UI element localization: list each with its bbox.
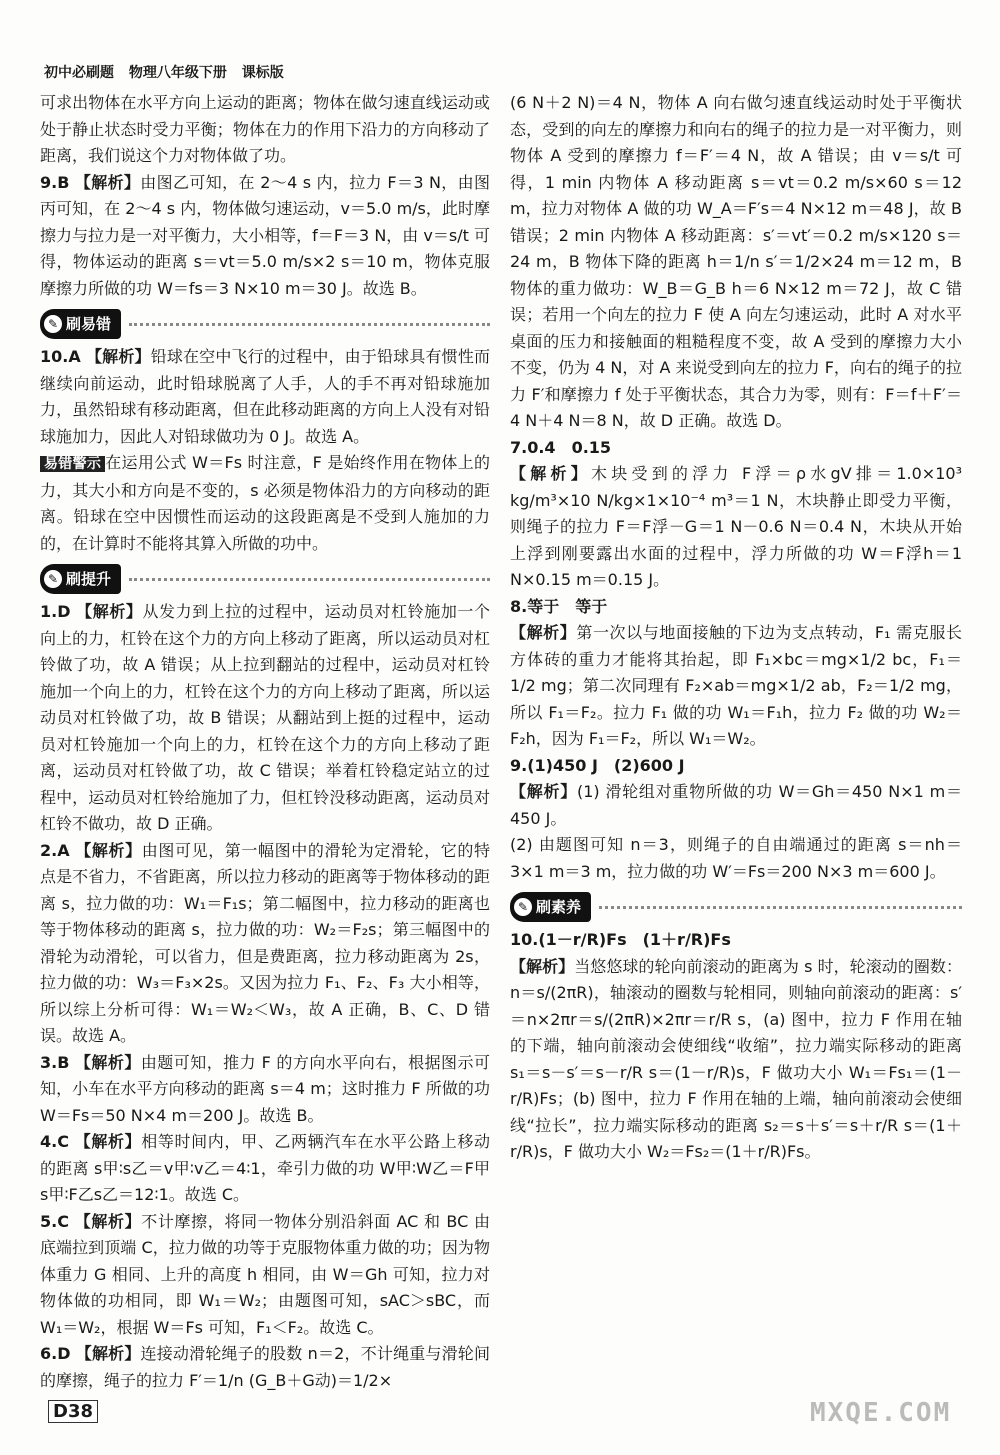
pencil-icon: ✎ [44, 315, 62, 333]
answer-2 [40, 838, 490, 1050]
answer-value: 等于 等于 [527, 596, 608, 616]
right-column [510, 90, 962, 1166]
analysis-tag: 【解析】 [86, 347, 151, 366]
section-label: 刷易错 [66, 314, 112, 333]
section-label: 刷提升 [66, 569, 112, 588]
section-header-literacy [510, 893, 962, 921]
answer-text: 由题可知，推力 F 的方向水平向右，根据图示可知，小车在水平方向移动的距离 s＝4 m；这时推力 F 所做的功 W＝Fs＝50 N×4 m＝200 J。故选 B。 [40, 1052, 490, 1125]
pencil-icon: ✎ [514, 898, 532, 916]
analysis-tag: 【解析】 [75, 1344, 141, 1363]
dotted-divider [129, 578, 490, 581]
dotted-divider [129, 323, 490, 326]
answer-3 [40, 1050, 490, 1130]
answer-text: 木块受到的浮力 F浮＝ρ水gV排＝1.0×10³ kg/m³×10 N/kg×1×10⁻⁴ m³＝1 N，木块静止即受力平衡，则绳子的拉力 F＝F浮－G＝1 N－0.6 N＝0.4 N，木块从开始上浮到刚要露出水面的过程中，浮力所做的功 W＝F浮h＝1 N×0.15 m＝0.15 J。 [510, 464, 962, 589]
intro-paragraph: 可求出物体在水平方向上运动的距离；物体在做匀速直线运动或处于静止状态时受力平衡；物体在力的作用下沿力的方向移动了距离，我们说这个力对物体做了功。 [40, 93, 490, 165]
answer-value: (1－r/R)Fs (1＋r/R)Fs [538, 930, 731, 949]
answer-6-continued: (6 N＋2 N)＝4 N，物体 A 向右做匀速直线运动时处于平衡状态，受到的向左的摩擦力和向右的绳子的拉力是一对平衡力，则物体 A 受到的摩擦力 f＝F′＝4 N，故 A 错误；由 v＝s/t 可得，1 min 内物体 A 移动距离 s＝vt＝0.2 m/s×60 s＝12 m，拉力对物体 A 做的功 W_A＝F′s＝4 N×12 m＝48 J，故 B 错误；2 min 内物体 A 移动距离：s′＝vt′＝0.2 m/s×120 s＝24 m，B 物体下降的距离 h＝1/n s′＝1/2×24 m＝12 m，B 物体的重力做功：W_B＝G_B h＝6 N×12 m＝72 J，故 C 错误；若用一个向左的拉力 F 使 A 向左匀速运动，此时 A 对水平桌面的压力和接触面的粗糙程度不变，故 A 受到的摩擦力大小不变，仍为 4 N，对 A 来说受到向左的拉力 F，向右的绳子的拉力 F′和摩擦力 f 处于平衡状态，其合力为零，则有：F＝f＋F′＝4 N＋4 N＝8 N，故 D 正确。故选 D。 [510, 93, 962, 430]
answer-6 [40, 1341, 490, 1394]
analysis-tag: 【解析】 [510, 956, 575, 976]
answer-value: (1)450 J (2)600 J [527, 755, 685, 775]
section-badge [40, 309, 121, 340]
book-edition: 课标版 [241, 65, 284, 81]
answer-number: 7. [510, 437, 528, 457]
answer-text: 从发力到上拉的过程中，运动员对杠铃施加一个向上的力，杠铃在这个力的方向上移动了距离，所以运动员对杠铃做了功，故 A 错误；从上拉到翻站的过程中，运动员对杠铃施加一个向上的力，杠铃在这个力的方向上移动了距离，所以运动员对杠铃做了功，故 B 错误；从翻站到上挺的过程中，运动员对杠铃施加一个向上的力，杠铃在这个力的方向上移动了距离，运动员对杠铃做了功，故 C 错误；举着杠铃稳定站立的过程中，运动员对杠铃给施加了力，但杠铃没移动距离，运动员对杠铃不做功，故 D 正确。 [40, 602, 490, 833]
analysis-tag: 【解析】 [74, 172, 141, 192]
answer-text: 连接动滑轮绳子的股数 n＝2，不计绳重与滑轮间的摩擦，绳子的拉力 F′＝1/n (G_B＋G动)＝1/2× [40, 1344, 490, 1390]
answer-5 [40, 1209, 490, 1342]
answer-4 [40, 1129, 490, 1209]
analysis-tag: 【解析】 [74, 1211, 142, 1231]
answer-10-analysis [510, 954, 962, 1166]
warning-text: 在运用公式 W＝Fs 时注意，F 是始终作用在物体上的力，其大小和方向是不变的，s 必须是物体沿力的方向移动的距离。铅球在空中因惯性而运动的这段距离是不受到人施加的力的，在计算时不能将其算入所做的功中。 [40, 453, 491, 553]
warning-label: 易错警示 [40, 456, 105, 472]
answer-9-header [510, 753, 962, 780]
dotted-divider [599, 906, 962, 909]
pencil-icon: ✎ [44, 570, 62, 588]
answer-number: 6.D [40, 1344, 71, 1363]
answer-7-header [510, 435, 962, 462]
page-header [44, 62, 294, 82]
section-header-easy-mistakes [40, 310, 490, 338]
answer-number: 3.B [40, 1052, 70, 1072]
mistake-warning [40, 450, 490, 557]
answer-text: 不计摩擦，将同一物体分别沿斜面 AC 和 BC 由底端拉到顶端 C，拉力做的功等于克服物体重力做的功；因为物体重力 G 相同、上升的高度 h 相同，由 W＝Gh 可知，拉力对物体做的功相同，即 W₁＝W₂；由题图可知，sAC＞sBC，而 W₁＝W₂，根据 W＝Fs 可知，F₁＜F₂。故选 C。 [40, 1211, 490, 1337]
answer-number: 4.C [40, 1132, 69, 1151]
answer-number: 5.C [40, 1211, 69, 1231]
answer-text: 相等时间内，甲、乙两辆汽车在水平公路上移动的距离 s甲∶s乙＝v甲∶v乙＝4∶1，牵引力做的功 W甲∶W乙＝F甲s甲∶F乙s乙＝12∶1。故选 C。 [40, 1132, 490, 1204]
answer-10-header [510, 927, 962, 954]
analysis-tag: 【解析】 [76, 602, 143, 621]
answer-number: 9. [510, 755, 528, 775]
analysis-tag: 【解析】 [74, 1052, 141, 1072]
answer-9-part1 [510, 779, 962, 832]
answer-number: 1.D [40, 602, 71, 621]
answer-number: 2.A [40, 840, 70, 860]
analysis-tag: 【解析】 [75, 840, 142, 860]
answer-1 [40, 599, 490, 838]
book-title: 初中必刷题 [44, 65, 114, 81]
answer-text: 当悠悠球的轮向前滚动的距离为 s 时，轮滚动的圈数：n＝s/(2πR)，轴滚动的圈数与轮相同，则轴向前滚动的距离：s′＝n×2πr＝s/(2πR)×2πr＝r/R s，(a) 图中，拉力 F 作用在轴的下端，轴向前滚动会使细线“收缩”，拉力端实际移动的距离 s₁＝s－s′＝s－r/R s＝(1－r/R)s，F 做功大小 W₁＝Fs₁＝(1－r/R)Fs；(b) 图中，拉力 F 作用在轴的上端，轴向前滚动会使细线“拉长”，拉力端实际移动的距离 s₂＝s＋s′＝s＋r/R s＝(1＋r/R)s，F 做功大小 W₂＝Fs₂＝(1＋r/R)Fs。 [510, 956, 962, 1161]
answer-8 [510, 620, 962, 753]
answer-text: 由图乙可知，在 2～4 s 内，拉力 F＝3 N，由图丙可知，在 2～4 s 内，物体做匀速运动，v＝5.0 m/s，此时摩擦力与拉力是一对平衡力，大小相等，f＝F＝3 N，由 v＝s/t 可得，物体运动的距离 s＝vt＝5.0 m/s×2 s＝10 m，物体克服摩擦力所做的功 W＝fs＝3 N×10 m＝30 J。故选 B。 [40, 172, 490, 298]
answer-number: 10.A [40, 347, 81, 366]
answer-value: 0.4 0.15 [527, 437, 612, 457]
section-label: 刷素养 [536, 897, 582, 916]
analysis-tag: 【解析】 [510, 782, 577, 801]
answer-number: 8. [510, 596, 528, 616]
book-subject: 物理八年级下册 [128, 65, 227, 81]
section-badge [40, 564, 121, 595]
answer-text: 由图可见，第一幅图中的滑轮为定滑轮，它的特点是不省力，不省距离，所以拉力移动的距离等于物体移动的距离 s，拉力做的功：W₁＝F₁s；第二幅图中，拉力移动的距离也等于物体移动的距离 s，拉力做的功：W₂＝F₂s；第三幅图中的滑轮为动滑轮，可以省力，但是费距离，拉力移动距离为 2s，拉力做的功：W₃＝F₃×2s。又因为拉力 F₁、F₂、F₃ 大小相等，所以综上分析可得：W₁＝W₂＜W₃，故 A 正确，B、C、D 错误。故选 A。 [40, 840, 490, 1045]
watermark-logo: MXQE.COM [810, 1398, 952, 1428]
section-header-improve [40, 565, 490, 593]
answer-9-part2: (2) 由题图可知 n＝3，则绳子的自由端通过的距离 s＝nh＝3×1 m＝3 m，拉力做的功 W′＝Fs＝200 N×3 m＝600 J。 [510, 835, 962, 881]
answer-text: 第一次以与地面接触的下边为支点转动，F₁ 需克服长方体砖的重力才能将其抬起，即 F₁×bc＝mg×1/2 bc，F₁＝1/2 mg；第二次同理有 F₂×ab＝mg×1/2 ab，F₂＝1/2 mg，所以 F₁＝F₂。拉力 F₁ 做的功 W₁＝F₁h，拉力 F₂ 做的功 W₂＝F₂h，因为 F₁＝F₂，所以 W₁＝W₂。 [510, 623, 962, 748]
answer-number: 9.B [40, 172, 70, 192]
answer-number: 10. [510, 930, 539, 949]
answer-8-header [510, 594, 962, 621]
answer-text: 铅球在空中飞行的过程中，由于铅球具有惯性而继续向前运动，此时铅球脱离了人手，人的手不再对铅球施加力，虽然铅球有移动距离，但在此移动距离的方向上人没有对铅球施加力，因此人对铅球做功为 0 J。故选 A。 [40, 347, 490, 446]
section-badge [510, 892, 591, 923]
analysis-tag: 【解析】 [510, 464, 591, 483]
left-column [40, 90, 490, 1394]
answer-9 [40, 170, 490, 303]
analysis-tag: 【解析】 [74, 1132, 142, 1151]
answer-10 [40, 344, 490, 450]
page-number: D38 [48, 1400, 98, 1423]
analysis-tag: 【解析】 [510, 623, 577, 642]
answer-7 [510, 461, 962, 594]
answer-text: (1) 滑轮组对重物所做的功 W＝Gh＝450 N×1 m＝450 J。 [510, 782, 962, 828]
